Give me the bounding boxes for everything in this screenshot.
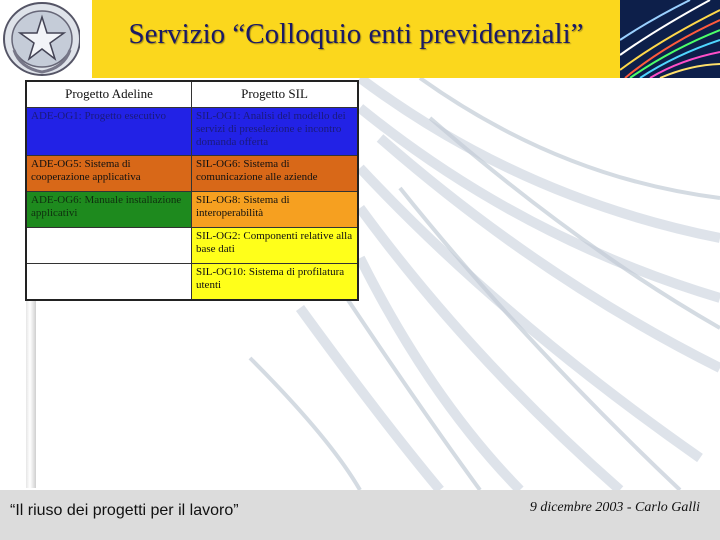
table-cell-adeline bbox=[27, 264, 192, 299]
table-cell-adeline: ADE-OG1: Progetto esecutivo bbox=[27, 108, 192, 156]
table-cell-sil: SIL-OG10: Sistema di profilatura utenti bbox=[192, 264, 357, 299]
table-cell-adeline: ADE-OG6: Manuale installazione applicativi bbox=[27, 192, 192, 228]
column-header-sil: Progetto SIL bbox=[192, 82, 357, 108]
footer-tagline: “Il riuso dei progetti per il lavoro” bbox=[10, 502, 239, 519]
slide-footer bbox=[0, 490, 720, 540]
table-cell-sil: SIL-OG2: Componenti relative alla base dati bbox=[192, 228, 357, 264]
decorative-vertical-bar bbox=[26, 300, 36, 488]
column-header-adeline: Progetto Adeline bbox=[27, 82, 192, 108]
network-cables-image bbox=[620, 0, 720, 78]
table-cell-sil: SIL-OG1: Analisi del modello dei servizi di preselezione e incontro domanda offerta bbox=[192, 108, 357, 156]
slide-header bbox=[0, 0, 720, 78]
projects-table bbox=[25, 80, 359, 301]
footer-date-author: 9 dicembre 2003 - Carlo Galli bbox=[529, 500, 700, 515]
slide-title: Servizio “Colloquio enti previdenziali” bbox=[128, 18, 584, 50]
italian-republic-emblem-icon bbox=[0, 0, 80, 78]
table-cell-adeline bbox=[27, 228, 192, 264]
table-cell-adeline: ADE-OG5: Sistema di cooperazione applicativa bbox=[27, 156, 192, 192]
table-cell-sil: SIL-OG8: Sistema di interoperabilità bbox=[192, 192, 357, 228]
table-cell-sil: SIL-OG6: Sistema di comunicazione alle aziende bbox=[192, 156, 357, 192]
